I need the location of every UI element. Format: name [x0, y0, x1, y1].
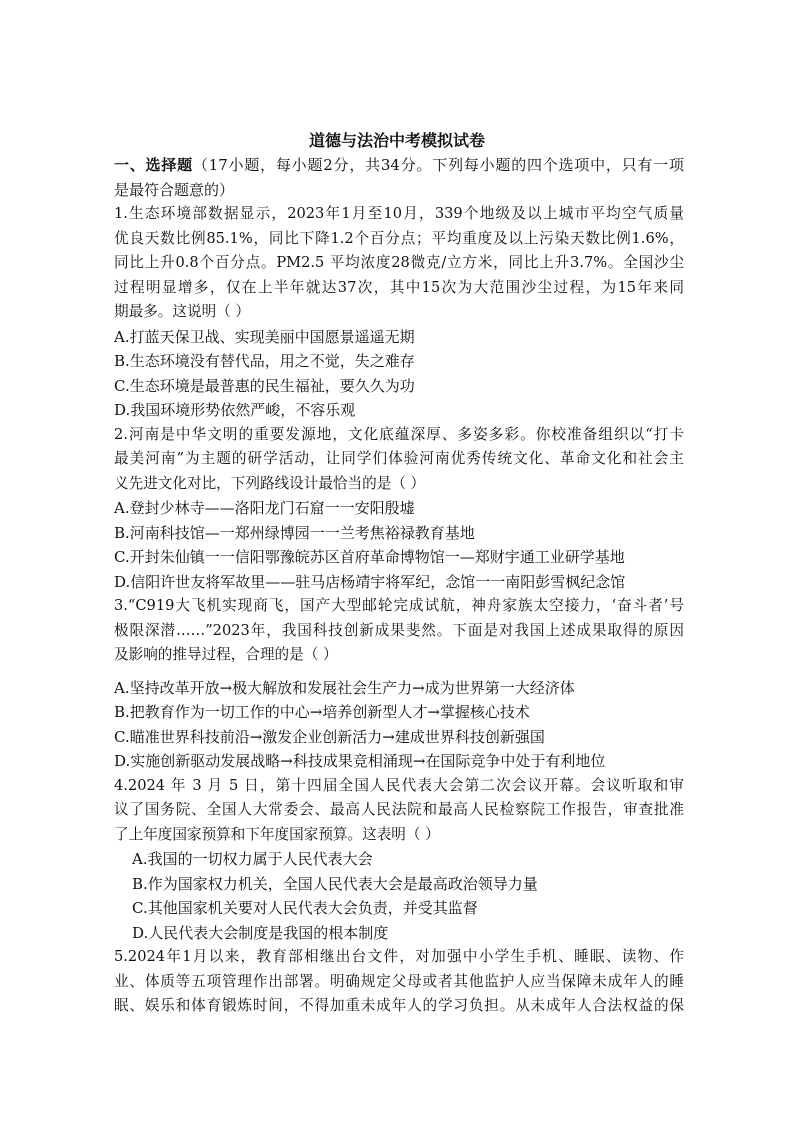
exam-content — [114, 153, 684, 1019]
question-3 — [114, 594, 684, 668]
question-1-option-c: C.生态环境是最普惠的民生福祉，要久久为功 — [114, 376, 415, 395]
question-4-stem-line: 议了国务院、全国人大常委会、最高人民法院和最高人民检察院工作报告，审查批准 — [114, 801, 684, 818]
question-1-stem-line: 期最多。这说明（ ） — [114, 303, 250, 320]
question-4-option-b: B.作为国家权力机关，全国人民代表大会是最高政治领导力量 — [132, 874, 538, 893]
spacer — [114, 668, 684, 676]
question-1-stem-line: 过程明显增多，仅在上半年就达37次，其中15次为大范围沙尘过程，为15年来同 — [114, 278, 684, 296]
question-2-option-b: B.河南科技馆—一郑州绿博园一一兰考焦裕禄教育基地 — [114, 523, 475, 542]
section-heading: 一、选择题 — [114, 156, 193, 174]
question-1-option-d: D.我国环境形势依然严峻，不容乐观 — [114, 401, 356, 419]
question-2-stem-line: 义先进文化对比，下列路线设计最恰当的是（ ） — [114, 474, 426, 492]
question-3-stem-line: 及影响的推导过程，合理的是（ ） — [114, 646, 338, 663]
question-2-option-d: D.信阳许世友将军故里——驻马店杨靖宇将军纪，念馆一一南阳彭雪枫纪念馆 — [114, 572, 626, 591]
question-1-stem-line: 1.生态环境部数据显示，2023年1月至10月，339个地级及以上城市平均空气质量 — [114, 205, 684, 222]
question-4-option-d: D.人民代表大会制度是我国的根本制度 — [132, 923, 389, 942]
question-4 — [114, 774, 684, 848]
question-3-stem-line: 极限深潜……”2023年，我国科技创新成果斐然。下面是对我国上述成果取得的原因 — [114, 621, 684, 639]
question-1-stem-line: 同比上升0.8个百分点。PM2.5 平均浓度28微克/立方米，同比上升3.7%。全国沙尘 — [114, 254, 684, 271]
question-2-option-c: C.开封朱仙镇一一信阳鄂豫皖苏区首府革命博物馆一—郑财宇通工业研学基地 — [114, 548, 625, 566]
question-2-option-a: A.登封少林寺——洛阳龙门石窟一一安阳殷墟 — [114, 499, 415, 517]
question-3-stem-line: 3.“C919大飞机实现商飞，国产大型邮轮完成试航，神舟家族太空接力，‘奋斗者’号 — [114, 597, 684, 614]
question-4-stem-line: 4.2024 年 3 月 5 日，第十四届全国人民代表大会第二次会议开幕。会议听取和审 — [114, 776, 684, 794]
question-3-option-c: C.瞄准世界科技前沿→激发企业创新活力→建成世界科技创新强国 — [114, 727, 545, 746]
question-2 — [114, 423, 684, 497]
question-1-option-b: B.生态环境没有替代品，用之不觉，失之难存 — [114, 352, 415, 370]
question-4-option-c: C.其他国家机关要对人民代表大会负责，并受其监督 — [132, 899, 478, 917]
exam-title: 道德与法治中考模拟试卷 — [308, 131, 485, 150]
section-note: （17小题，每小题2分，共34分。下列每小题的四个选项中，只有一项 — [192, 156, 684, 174]
question-4-stem-line: 了上年度国家预算和下年度国家预算。这表明（ ） — [114, 825, 440, 843]
question-5 — [114, 945, 684, 1019]
question-4-option-a: A.我国的一切权力属于人民代表大会 — [132, 850, 373, 868]
question-1 — [114, 202, 684, 325]
question-5-stem-line: 业、体质等五项管理作出部署。明确规定父母或者其他监护人应当保障未成年人的睡 — [114, 972, 684, 990]
question-3-option-a: A.坚持改革开放→极大解放和发展社会生产力→成为世界第一大经济体 — [114, 678, 575, 697]
question-5-stem-line: 眠、娱乐和体育锻炼时间，不得加重未成年人的学习负担。从未成年人合法权益的保 — [114, 997, 684, 1014]
section-note-continued: 是最符合题意的） — [114, 180, 235, 199]
question-3-option-d: D.实施创新驱动发展战略→科技成果竞相涌现→在国际竞争中处于有利地位 — [114, 752, 606, 770]
question-1-option-a: A.打蓝天保卫战、实现美丽中国愿景遥遥无期 — [114, 327, 415, 346]
question-1-stem-line: 优良天数比例85.1%，同比下降1.2个百分点；平均重度及以上污染天数比例1.6%， — [114, 229, 684, 247]
question-2-stem-line: 最美河南”为主题的研学活动，让同学们体验河南优秀传统文化、革命文化和社会主 — [114, 450, 684, 467]
question-3-option-b: B.把教育作为一切工作的中心→培养创新型人才→掌握核心技术 — [114, 703, 530, 721]
question-2-stem-line: 2.河南是中华文明的重要发源地，文化底蕴深厚、多姿多彩。你校准备组织以“打卡 — [114, 425, 684, 443]
section-instructions — [114, 153, 684, 178]
question-5-stem-line: 5.2024年1月以来，教育部相继出台文件，对加强中小学生手机、睡眠、读物、作 — [114, 948, 684, 965]
